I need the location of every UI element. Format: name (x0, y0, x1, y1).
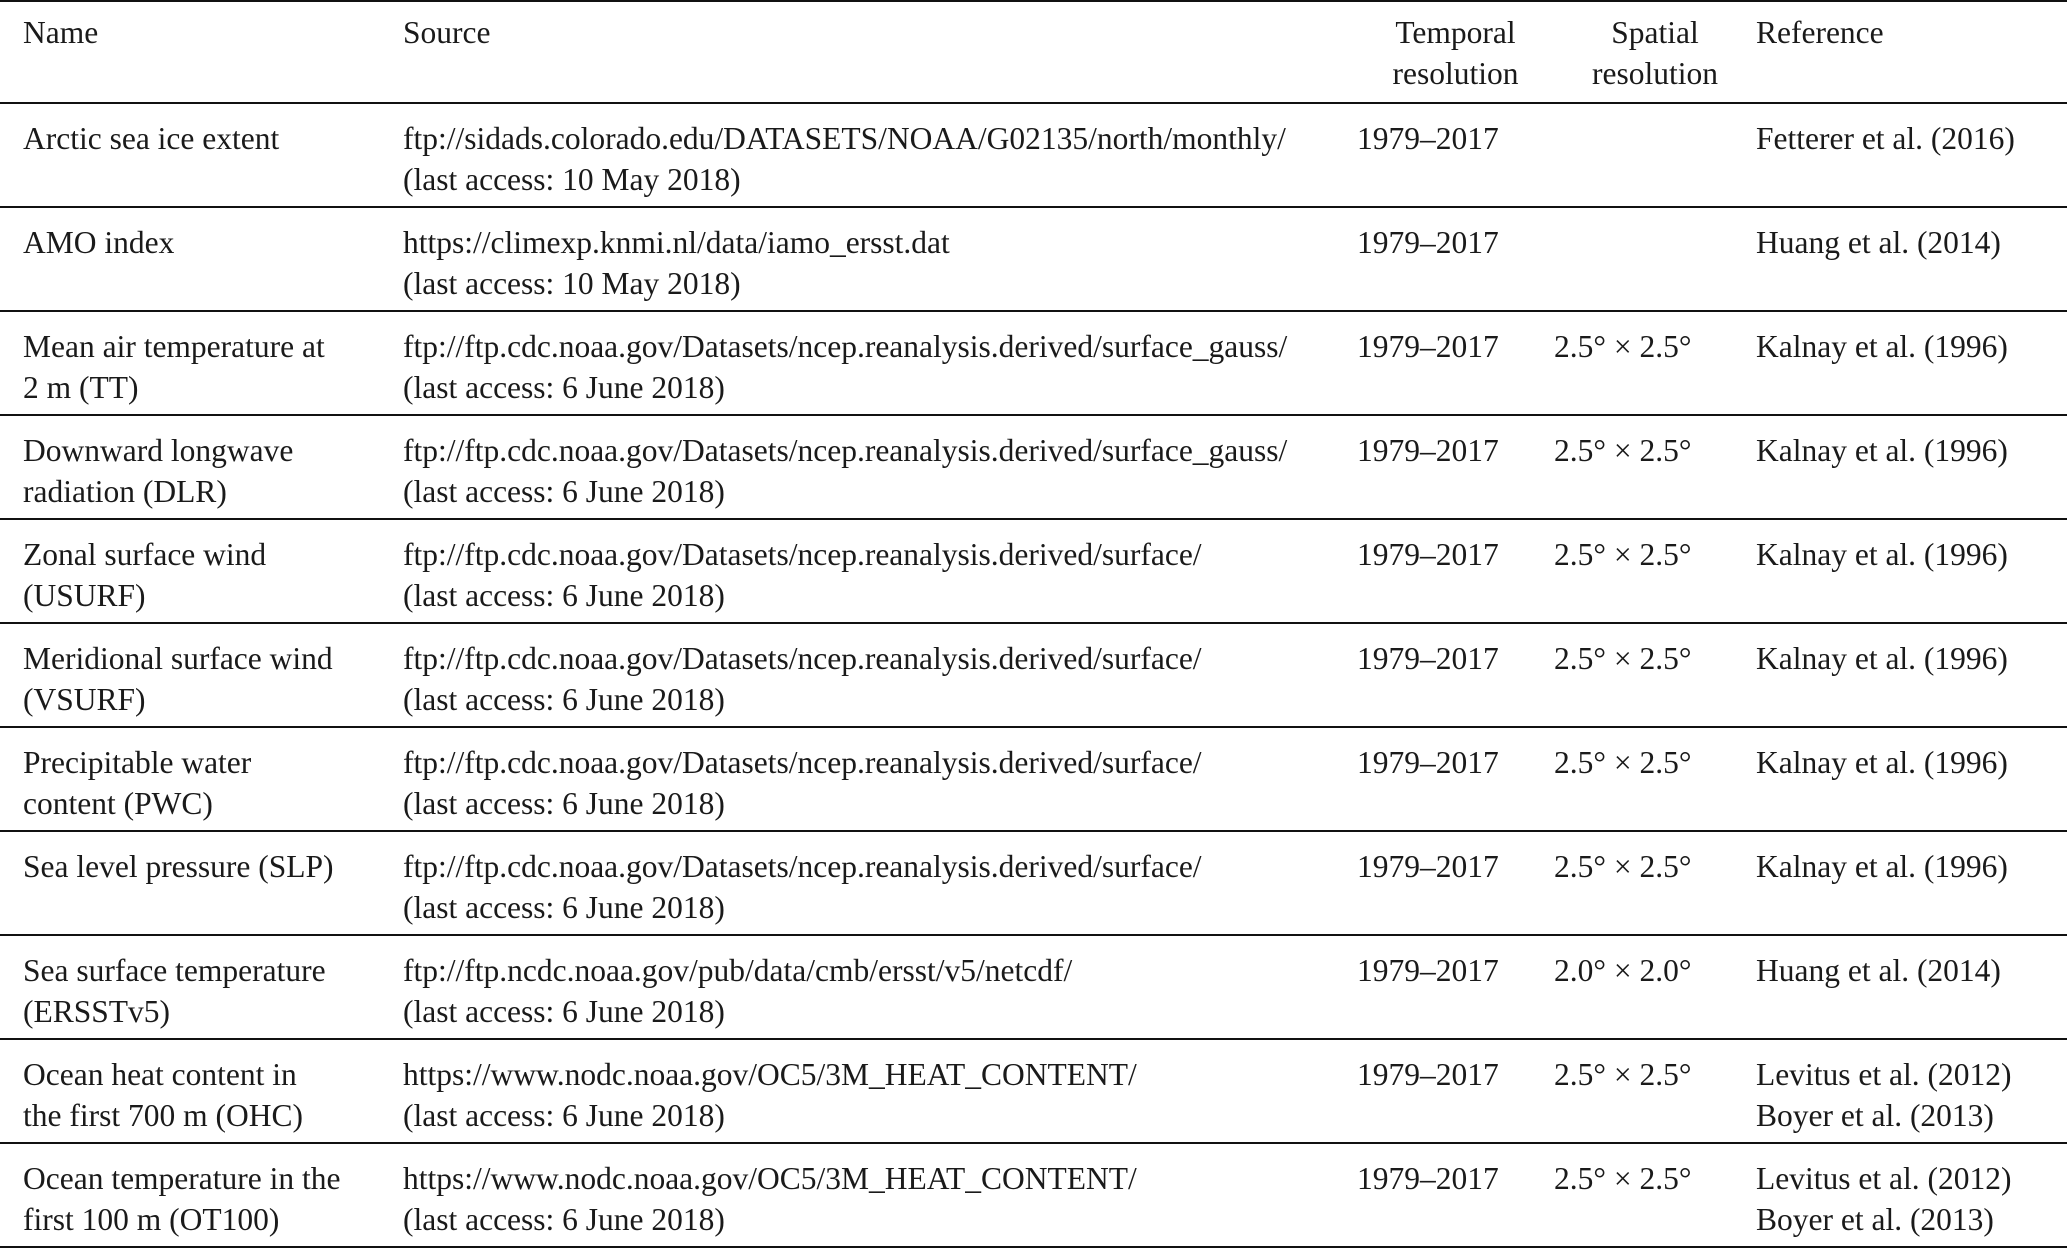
cell-source-line: ftp://ftp.cdc.noaa.gov/Datasets/ncep.reanalysis.derived/surface_gauss/ (403, 329, 1288, 364)
cell-reference-line: Levitus et al. (2012) (1756, 1161, 2012, 1196)
cell-reference-line: Kalnay et al. (1996) (1756, 745, 2008, 780)
cell-temporal: 1979–2017 (1357, 849, 1499, 884)
cell-reference (1756, 1143, 2067, 1247)
cell-temporal: 1979–2017 (1357, 537, 1499, 572)
cell-reference-line: Huang et al. (2014) (1756, 225, 2001, 260)
cell-name-line: AMO index (23, 225, 175, 260)
cell-name (0, 311, 403, 415)
cell-spatial: 2.5° × 2.5° (1554, 1161, 1692, 1196)
cell-source-line: https://www.nodc.noaa.gov/OC5/3M_HEAT_CONTENT/ (403, 1057, 1137, 1092)
cell-temporal: 1979–2017 (1357, 953, 1499, 988)
cell-name (0, 207, 403, 311)
cell-name-line: Meridional surface wind (23, 641, 333, 676)
header-row (0, 1, 2067, 103)
cell-spatial: 2.5° × 2.5° (1554, 641, 1692, 676)
header-spatial-line-1: Spatial (1611, 15, 1699, 50)
cell-name (0, 727, 403, 831)
table-row (0, 727, 2067, 831)
table-row (0, 415, 2067, 519)
cell-name (0, 831, 403, 935)
table-row (0, 623, 2067, 727)
cell-source-line: (last access: 10 May 2018) (403, 266, 741, 301)
cell-name (0, 1039, 403, 1143)
cell-reference-line: Boyer et al. (2013) (1756, 1098, 1994, 1133)
cell-reference (1756, 519, 2067, 623)
cell-source-line: https://www.nodc.noaa.gov/OC5/3M_HEAT_CONTENT/ (403, 1161, 1137, 1196)
cell-temporal: 1979–2017 (1357, 433, 1499, 468)
header-temporal-line-1: Temporal (1395, 15, 1516, 50)
cell-reference (1756, 103, 2067, 207)
header-reference: Reference (1756, 15, 1884, 50)
cell-name-line: radiation (DLR) (23, 474, 227, 509)
cell-temporal: 1979–2017 (1357, 745, 1499, 780)
cell-source-line: ftp://ftp.ncdc.noaa.gov/pub/data/cmb/ersst/v5/netcdf/ (403, 953, 1073, 988)
cell-source-line: (last access: 6 June 2018) (403, 994, 725, 1029)
cell-source-line: ftp://sidads.colorado.edu/DATASETS/NOAA/G02135/north/monthly/ (403, 121, 1286, 156)
cell-source (403, 103, 1357, 207)
table-body (0, 103, 2067, 1247)
cell-temporal: 1979–2017 (1357, 641, 1499, 676)
cell-reference-line: Huang et al. (2014) (1756, 953, 2001, 988)
cell-source-line: (last access: 6 June 2018) (403, 578, 725, 613)
table-row (0, 519, 2067, 623)
cell-reference (1756, 207, 2067, 311)
cell-spatial: 2.5° × 2.5° (1554, 537, 1692, 572)
cell-name (0, 415, 403, 519)
cell-source (403, 311, 1357, 415)
cell-name (0, 623, 403, 727)
cell-source-line: (last access: 6 June 2018) (403, 682, 725, 717)
cell-name (0, 519, 403, 623)
cell-spatial (1554, 207, 1756, 311)
cell-reference-line: Kalnay et al. (1996) (1756, 433, 2008, 468)
cell-source-line: ftp://ftp.cdc.noaa.gov/Datasets/ncep.reanalysis.derived/surface/ (403, 849, 1202, 884)
cell-source-line: (last access: 6 June 2018) (403, 474, 725, 509)
cell-name (0, 935, 403, 1039)
cell-name-line: Ocean temperature in the (23, 1161, 341, 1196)
cell-source-line: ftp://ftp.cdc.noaa.gov/Datasets/ncep.reanalysis.derived/surface/ (403, 537, 1202, 572)
cell-reference (1756, 311, 2067, 415)
cell-reference (1756, 1039, 2067, 1143)
cell-name-line: Ocean heat content in (23, 1057, 297, 1092)
cell-reference-line: Kalnay et al. (1996) (1756, 849, 2008, 884)
cell-name-line: (ERSSTv5) (23, 994, 171, 1029)
table-row (0, 831, 2067, 935)
cell-name-line: 2 m (TT) (23, 370, 139, 405)
cell-temporal: 1979–2017 (1357, 1057, 1499, 1092)
cell-spatial: 2.5° × 2.5° (1554, 329, 1692, 364)
cell-source (403, 623, 1357, 727)
cell-spatial (1554, 103, 1756, 207)
cell-temporal: 1979–2017 (1357, 225, 1499, 260)
cell-temporal: 1979–2017 (1357, 1161, 1499, 1196)
table-row (0, 207, 2067, 311)
table-row (0, 103, 2067, 207)
cell-name-line: content (PWC) (23, 786, 213, 821)
cell-spatial: 2.5° × 2.5° (1554, 849, 1692, 884)
header-temporal-line-2: resolution (1392, 56, 1519, 91)
cell-source-line: ftp://ftp.cdc.noaa.gov/Datasets/ncep.reanalysis.derived/surface_gauss/ (403, 433, 1288, 468)
cell-name-line: first 100 m (OT100) (23, 1202, 280, 1237)
cell-reference-line: Boyer et al. (2013) (1756, 1202, 1994, 1237)
cell-name-line: the first 700 m (OHC) (23, 1098, 303, 1133)
cell-source-line: (last access: 6 June 2018) (403, 786, 725, 821)
cell-name (0, 1143, 403, 1247)
cell-source (403, 1039, 1357, 1143)
cell-source (403, 727, 1357, 831)
cell-spatial: 2.5° × 2.5° (1554, 433, 1692, 468)
cell-source (403, 935, 1357, 1039)
cell-name-line: (VSURF) (23, 682, 146, 717)
header-spatial-line-2: resolution (1592, 56, 1718, 91)
table-row (0, 1039, 2067, 1143)
cell-name-line: Zonal surface wind (23, 537, 267, 572)
cell-reference (1756, 935, 2067, 1039)
cell-source (403, 207, 1357, 311)
cell-name-line: Sea level pressure (SLP) (23, 849, 334, 884)
header-temporal-resolution (1357, 1, 1554, 103)
cell-source (403, 415, 1357, 519)
table-row (0, 311, 2067, 415)
cell-source (403, 831, 1357, 935)
cell-source-line: (last access: 6 June 2018) (403, 1202, 725, 1237)
cell-temporal: 1979–2017 (1357, 121, 1499, 156)
cell-name-line: Downward longwave (23, 433, 294, 468)
cell-source-line: ftp://ftp.cdc.noaa.gov/Datasets/ncep.reanalysis.derived/surface/ (403, 745, 1202, 780)
cell-reference-line: Kalnay et al. (1996) (1756, 641, 2008, 676)
header-spatial-resolution (1554, 1, 1756, 103)
cell-source (403, 1143, 1357, 1247)
cell-reference-line: Kalnay et al. (1996) (1756, 329, 2008, 364)
cell-temporal: 1979–2017 (1357, 329, 1499, 364)
cell-spatial: 2.5° × 2.5° (1554, 745, 1692, 780)
cell-reference (1756, 415, 2067, 519)
table-row (0, 1143, 2067, 1247)
cell-source (403, 519, 1357, 623)
header-name: Name (23, 15, 99, 50)
table-header (0, 1, 2067, 103)
cell-reference (1756, 727, 2067, 831)
cell-source-line: (last access: 6 June 2018) (403, 1098, 725, 1133)
cell-source-line: (last access: 6 June 2018) (403, 890, 725, 925)
cell-source-line: (last access: 6 June 2018) (403, 370, 725, 405)
cell-name-line: Mean air temperature at (23, 329, 325, 364)
cell-name-line: (USURF) (23, 578, 146, 613)
cell-name (0, 103, 403, 207)
cell-reference-line: Fetterer et al. (2016) (1756, 121, 2015, 156)
cell-source-line: (last access: 10 May 2018) (403, 162, 741, 197)
cell-name-line: Sea surface temperature (23, 953, 326, 988)
cell-spatial: 2.5° × 2.5° (1554, 1057, 1692, 1092)
cell-source-line: https://climexp.knmi.nl/data/iamo_ersst.dat (403, 225, 950, 260)
cell-reference-line: Kalnay et al. (1996) (1756, 537, 2008, 572)
cell-source-line: ftp://ftp.cdc.noaa.gov/Datasets/ncep.reanalysis.derived/surface/ (403, 641, 1202, 676)
cell-name-line: Precipitable water (23, 745, 252, 780)
table-row (0, 935, 2067, 1039)
header-source: Source (403, 15, 491, 50)
cell-spatial: 2.0° × 2.0° (1554, 953, 1692, 988)
cell-name-line: Arctic sea ice extent (23, 121, 280, 156)
cell-reference (1756, 831, 2067, 935)
cell-reference-line: Levitus et al. (2012) (1756, 1057, 2012, 1092)
cell-reference (1756, 623, 2067, 727)
